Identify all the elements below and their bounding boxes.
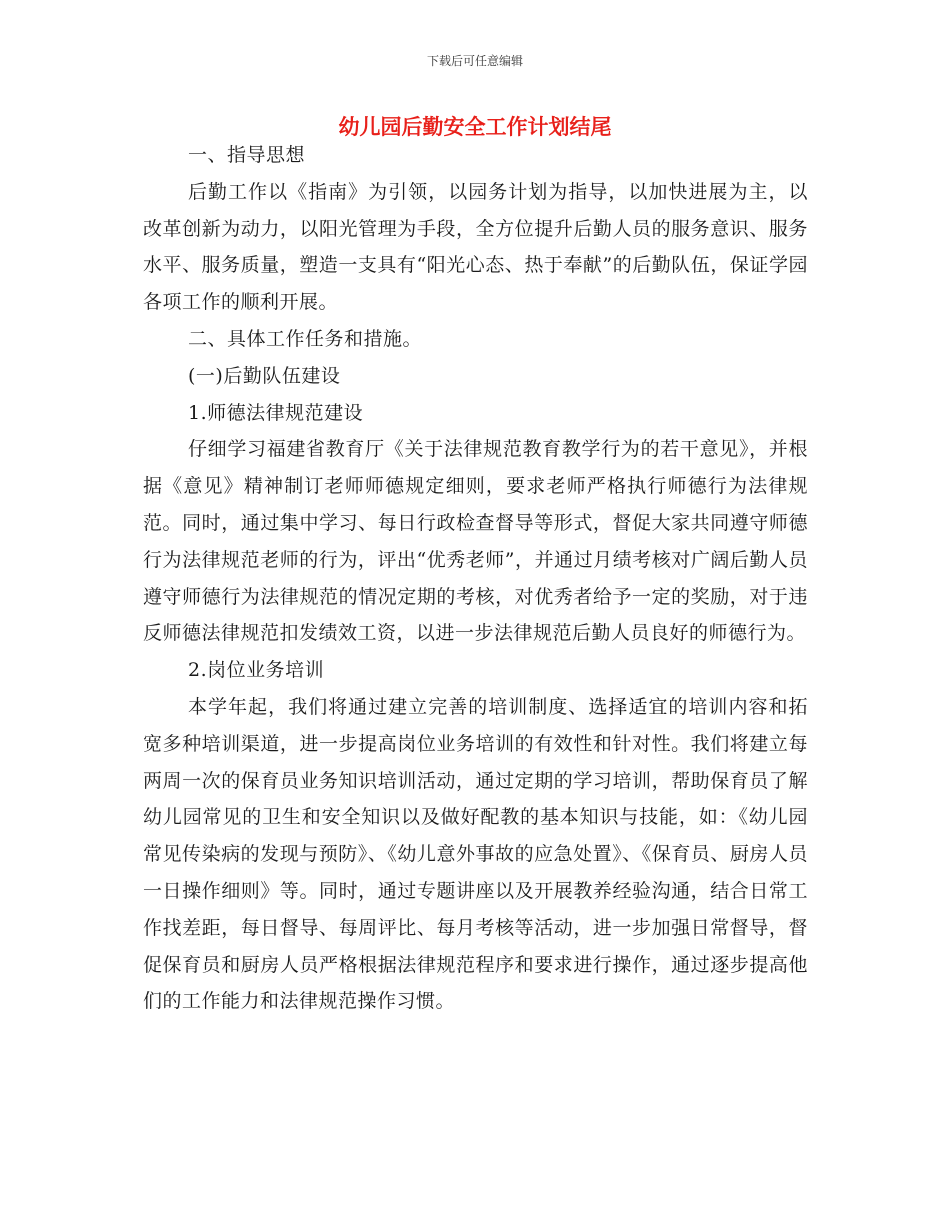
subsection-heading-team: (一)后勤队伍建设 <box>188 364 341 387</box>
document-title: 幼儿园后勤安全工作计划结尾 <box>338 115 612 139</box>
item-heading-ethics: 1.师德法律规范建设 <box>188 401 364 424</box>
document-body <box>143 137 808 1020</box>
item-heading-training: 2.岗位业务培训 <box>188 659 325 682</box>
paragraph: 后勤工作以《指南》为引领，以园务计划为指导，以加快进展为主，以改革创新为动力，以阳光管理为手段，全方位提升后勤人员的服务意识、服务水平、服务质量，塑造一支具有“阳光心态、热于奉献”的后勤队伍，保证学园各项工作的顺利开展。 <box>143 180 808 314</box>
paragraph: 本学年起，我们将通过建立完善的培训制度、选择适宜的培训内容和拓宽多种培训渠道，进一步提高岗位业务培训的有效性和针对性。我们将建立每两周一次的保育员业务知识培训活动，通过定期的学习培训，帮助保育员了解幼儿园常见的卫生和安全知识以及做好配教的基本知识与技能，如：《幼儿园常见传染病的发现与预防》、《幼儿意外事故的应急处置》、《保育员、厨房人员一日操作细则》等。同时，通过专题讲座以及开展教养经验沟通，结合日常工作找差距，每日督导、每周评比、每月考核等活动，进一步加强日常督导，督促保育员和厨房人员严格根据法律规范程序和要求进行操作，通过逐步提高他们的工作能力和法律规范操作习惯。 <box>143 695 808 1013</box>
paragraph: 仔细学习福建省教育厅《关于法律规范教育教学行为的若干意见》，并根据《意见》精神制订老师师德规定细则，要求老师严格执行师德行为法律规范。同时，通过集中学习、每日行政检查督导等形式，督促大家共同遵守师德行为法律规范老师的行为，评出“优秀老师”，并通过月绩考核对广阔后勤人员遵守师德行为法律规范的情况定期的考核，对优秀者给予一定的奖励，对于违反师德法律规范扣发绩效工资，以进一步法律规范后勤人员良好的师德行为。 <box>143 438 808 645</box>
section-heading-guiding-ideology: 一、指导思想 <box>188 144 306 166</box>
section-heading-tasks: 二、具体工作任务和措施。 <box>188 327 423 350</box>
header-note: 下载后可任意编辑 <box>426 54 523 68</box>
